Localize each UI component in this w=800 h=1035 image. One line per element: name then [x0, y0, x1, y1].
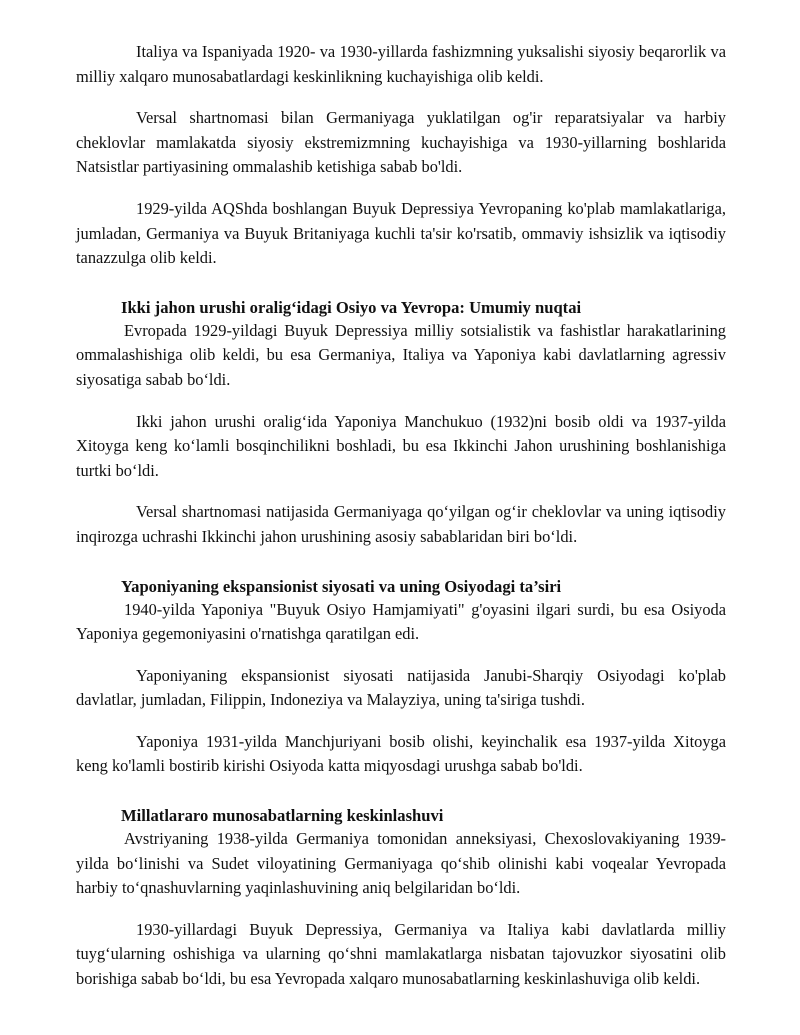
paragraph-austria-anschluss: Avstriyaning 1938-yilda Germaniya tomonidan anneksiyasi, Chexoslovakiyaning 1939-yilda bo‘linishi va Sudet viloyatining Germaniyaga qo‘shib olinishi kabi voqealar Yevropada harbiy to‘qnashuvlarning yaqinlashuvining aniq belgilaridan bo‘ldi. [76, 829, 726, 898]
paragraph-great-depression-1929: 1929-yilda AQShda boshlangan Buyuk Depressiya Yevropaning ko'plab mamlakatlariga, jumladan, Germaniya va Buyuk Britaniyaga kuchli ta'sir ko'rsatib, ommaviy ishsizlik va iqtisodiy tanazzulga olib keldi. [76, 198, 726, 268]
section-heading-japan-expansion: Yaponiyaning ekspansionist siyosati va uning Osiyodagi ta’siri [121, 576, 562, 596]
paragraph-fascism-italy-spain: Italiya va Ispaniyada 1920- va 1930-yillarda fashizmning yuksalishi siyosiy beqarorlik va milliy xalqaro munosabatlardagi keskinlikning kuchayishiga olib keldi. [76, 42, 726, 86]
paragraph-versailles-reparations: Versal shartnomasi bilan Germaniyaga yuklatilgan og'ir reparatsiyalar va harbiy cheklovlar mamlakatda siyosiy ekstremizmning kuchayishiga va 1930-yillarning boshlarida Natsistlar partiyasining ommalashib ketishiga sabab bo'ldi. [76, 108, 726, 177]
paragraph-southeast-asia-influence: Yaponiyaning ekspansionist siyosati natijasida Janubi-Sharqiy Osiyodagi ko'plab davlatlar, jumladan, Filippin, Indoneziya va Malayziya, uning ta'siriga tushdi. [76, 665, 726, 710]
section-heading-overview: Ikki jahon urushi oralig‘idagi Osiyo va Yevropa: Umumiy nuqtai [121, 297, 582, 317]
paragraph-versailles-consequences: Versal shartnomasi natijasida Germaniyaga qo‘yilgan og‘ir cheklovlar va uning iqtisodiy inqirozga uchrashi Ikkinchi jahon urushining asosiy sabablaridan biri bo‘ldi. [76, 502, 726, 546]
paragraph-depression-aggression: Evropada 1929-yildagi Buyuk Depressiya milliy sotsialistik va fashistlar harakatlarining ommalashishiga olib keldi, bu esa Germaniya, Italiya va Yaponiya kabi davlatlarning agressiv siyosatiga sabab bo‘ldi. [76, 320, 726, 389]
paragraph-depression-nationalism: 1930-yillardagi Buyuk Depressiya, Germaniya va Italiya kabi davlatlarda milliy tuyg‘ularning oshishiga va ularning qo‘shni mamlakatlarga nisbatan tajovuzkor siyosatini olib borishiga sabab bo‘ldi, bu esa Yevropada xalqaro munosabatlarning keskinlashuviga olib keldi. [76, 919, 726, 989]
section-heading-interethnic-tensions: Millatlararo munosabatlarning keskinlashuvi [121, 806, 444, 826]
document-page [76, 40, 726, 1009]
paragraph-japan-manchukuo: Ikki jahon urushi oralig‘ida Yaponiya Manchukuo (1932)ni bosib oldi va 1937-yilda Xitoyga keng ko‘lamli bosqinchilikni boshladi, bu esa Ikkinchi Jahon urushining boshlanishiga turtki bo‘ldi. [76, 411, 726, 480]
paragraph-greater-asia-community: 1940-yilda Yaponiya "Buyuk Osiyo Hamjamiyati" g'oyasini ilgari surdi, bu esa Osiyoda Yaponiya gegemoniyasini o'rnatishga qaratilgan edi. [76, 599, 726, 644]
paragraph-manchuria-invasion: Yaponiya 1931-yilda Manchjuriyani bosib olishi, keyinchalik esa 1937-yilda Xitoyga keng ko'lamli bostirib kirishi Osiyoda katta miqyosdagi urushga sabab bo'ldi. [76, 731, 726, 776]
